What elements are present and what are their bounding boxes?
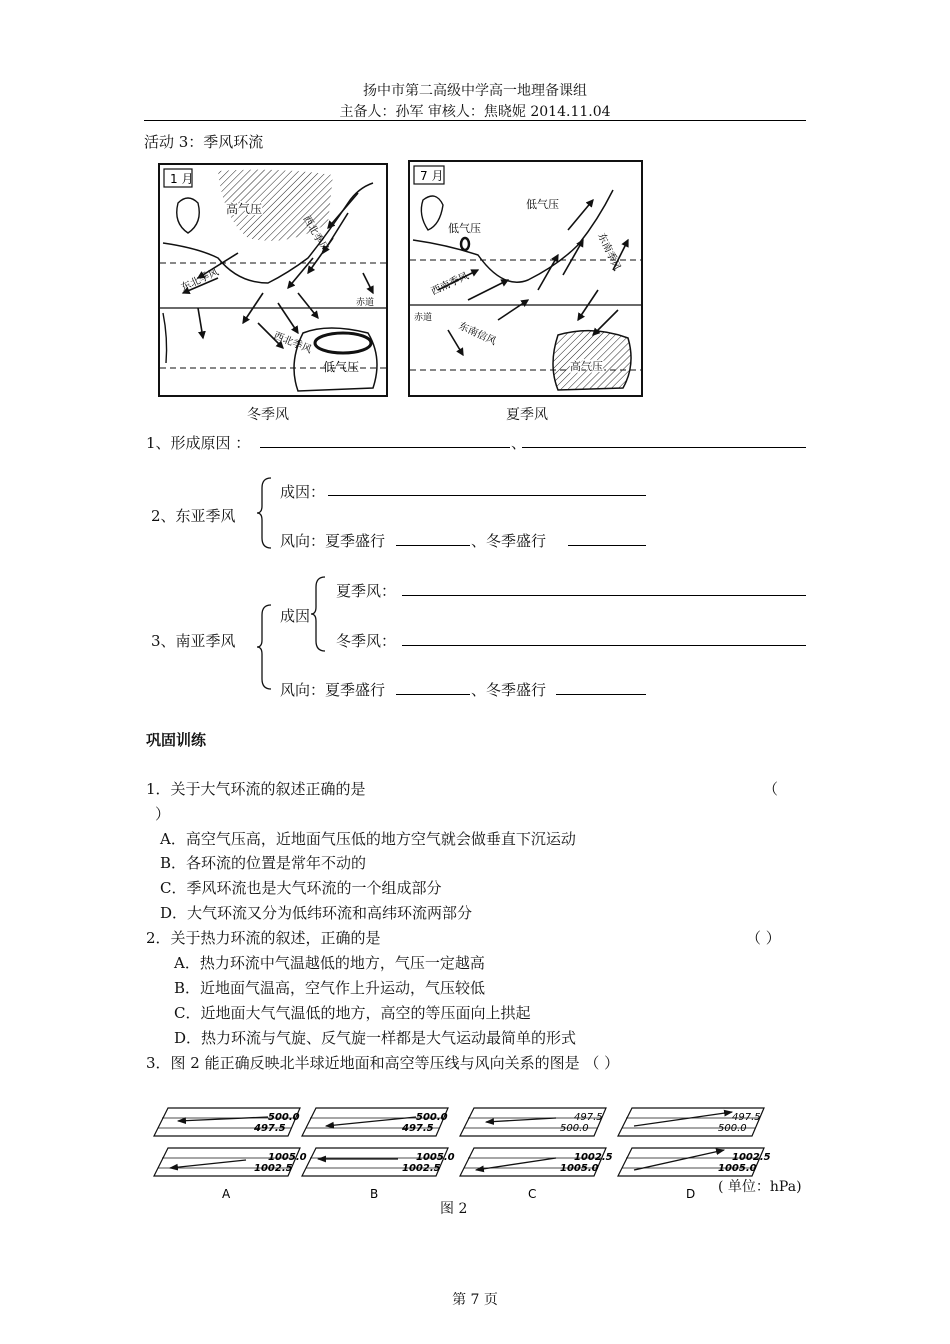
svg-text:低气压: 低气压 xyxy=(323,360,360,374)
q2-brace xyxy=(256,476,276,550)
isobar-value: 500.0 xyxy=(560,1123,589,1134)
pq2-stem: 2．关于热力环流的叙述，正确的是 xyxy=(146,929,381,947)
q3-cause-brace xyxy=(310,575,330,653)
figure-2-caption: 图 2 xyxy=(440,1201,468,1217)
isobar-value: 1005.0 xyxy=(268,1152,307,1163)
pq1-bracket-open: （ xyxy=(763,780,779,798)
isobar-value: 500.0 xyxy=(718,1123,747,1134)
isobar-value: 1002.5 xyxy=(574,1152,613,1163)
svg-text:高气压: 高气压 xyxy=(226,202,263,216)
svg-text:赤道: 赤道 xyxy=(414,313,433,323)
isobar-value: 497.5 xyxy=(574,1112,603,1123)
pq1-option-d[interactable]: D．大气环流又分为低纬环流和高纬环流两部分 xyxy=(160,904,473,922)
q3-summer-dir-blank[interactable] xyxy=(396,694,470,695)
isobar-value: 1002.5 xyxy=(402,1163,441,1174)
q3-winter-dir-blank[interactable] xyxy=(556,694,646,695)
pq1-option-c[interactable]: C．季风环流也是大气环流的一个组成部分 xyxy=(160,879,442,897)
q2-summer-blank[interactable] xyxy=(396,545,470,546)
winter-map-caption: 冬季风 xyxy=(247,407,289,423)
header-school: 扬中市第二高级中学高一地理备课组 xyxy=(363,83,587,99)
pq2-option-a[interactable]: A．热力环流中气温越低的地方，气压一定越高 xyxy=(174,954,485,972)
q2-cause-label: 成因： xyxy=(280,483,326,501)
q2-winter-label: 、冬季盛行 xyxy=(471,532,547,550)
pq1-option-b[interactable]: B．各环流的位置是常年不动的 xyxy=(160,854,367,872)
figure-2-unit: ( 单位：hPa) xyxy=(718,1179,802,1195)
pq1-stem: 1．关于大气环流的叙述正确的是 xyxy=(146,780,366,798)
pq2-option-c[interactable]: C．近地面大气气温低的地方，高空的等压面向上拱起 xyxy=(174,1004,531,1022)
activity-title: 活动 3：季风环流 xyxy=(144,133,264,151)
isobar-value: 1005.0 xyxy=(718,1163,757,1174)
figure-2-panel-a xyxy=(154,1108,307,1201)
svg-text:高气压: 高气压 xyxy=(570,360,603,373)
pq1-option-a[interactable]: A．高空气压高，近地面气压低的地方空气就会做垂直下沉运动 xyxy=(160,830,576,848)
header-rule xyxy=(144,120,806,121)
summer-monsoon-map xyxy=(408,160,643,398)
svg-text:低气压: 低气压 xyxy=(526,198,559,211)
svg-text:低气压: 低气压 xyxy=(448,222,481,235)
svg-text:西南季风: 西南季风 xyxy=(429,270,471,298)
q3-winter-dir-label: 、冬季盛行 xyxy=(471,681,547,699)
isobar-value: 500.0 xyxy=(416,1112,448,1123)
isobar-value: 1005.0 xyxy=(560,1163,599,1174)
figure-2-panel-b xyxy=(302,1108,455,1201)
panel-letter: C xyxy=(528,1187,537,1201)
q1-blank-1[interactable] xyxy=(260,447,510,448)
summer-map-caption: 夏季风 xyxy=(506,407,548,423)
q2-direction-label: 风向：夏季盛行 xyxy=(280,532,386,550)
q1-separator: 、 xyxy=(511,434,527,452)
panel-letter: A xyxy=(222,1187,231,1201)
q3-brace xyxy=(256,603,276,691)
figure-2-panel-c xyxy=(460,1108,613,1201)
q3-winter-monsoon-label: 冬季风： xyxy=(336,632,397,650)
practice-title: 巩固训练 xyxy=(146,731,207,749)
pq2-option-d[interactable]: D．热力环流与气旋、反气旋一样都是大气运动最简单的形式 xyxy=(174,1029,577,1047)
q2-winter-blank[interactable] xyxy=(568,545,646,546)
svg-text:7 月: 7 月 xyxy=(420,169,444,183)
panel-letter: D xyxy=(686,1187,696,1201)
q2-cause-blank[interactable] xyxy=(328,495,646,496)
svg-text:东南信风: 东南信风 xyxy=(456,320,498,348)
panel-letter: B xyxy=(370,1187,379,1201)
winter-monsoon-map xyxy=(158,163,388,398)
pq2-bracket: （ ） xyxy=(746,929,781,947)
page-number: 第 7 页 xyxy=(452,1292,498,1308)
q2-label: 2、东亚季风 xyxy=(151,507,236,525)
figure-2-isobars xyxy=(140,1100,820,1220)
pq3-stem: 3．图 2 能正确反映北半球近地面和高空等压线与风向关系的图是 （ ） xyxy=(146,1054,620,1072)
isobar-value: 1005.0 xyxy=(416,1152,455,1163)
q3-summer-label: 夏季风： xyxy=(336,582,397,600)
q1-blank-2[interactable] xyxy=(522,447,806,448)
isobar-value: 1002.5 xyxy=(254,1163,293,1174)
pq1-bracket-close: ） xyxy=(155,805,171,823)
header-authors: 主备人：孙军 审核人：焦晓妮 2014.11.04 xyxy=(339,104,611,120)
q3-summer-blank[interactable] xyxy=(402,595,806,596)
isobar-value: 497.5 xyxy=(732,1112,761,1123)
svg-text:西北季风: 西北季风 xyxy=(300,214,330,255)
svg-text:赤道: 赤道 xyxy=(356,298,375,308)
pq2-option-b[interactable]: B．近地面气温高，空气作上升运动，气压较低 xyxy=(174,979,486,997)
q1-label: 1、形成原因 ： xyxy=(146,434,251,452)
isobar-value: 500.0 xyxy=(268,1112,300,1123)
isobar-value: 497.5 xyxy=(254,1123,286,1134)
isobar-value: 1002.5 xyxy=(732,1152,771,1163)
q3-direction-label: 风向：夏季盛行 xyxy=(280,681,386,699)
q3-cause-label: 成因 xyxy=(280,607,311,625)
svg-text:东北季风: 东北季风 xyxy=(179,266,221,294)
q3-label: 3、南亚季风 xyxy=(151,632,236,650)
q3-winter-monsoon-blank[interactable] xyxy=(402,645,806,646)
svg-text:1 月: 1 月 xyxy=(170,172,194,186)
svg-text:东南季风: 东南季风 xyxy=(595,231,623,273)
svg-text:西北季风: 西北季风 xyxy=(271,330,314,356)
isobar-value: 497.5 xyxy=(402,1123,434,1134)
